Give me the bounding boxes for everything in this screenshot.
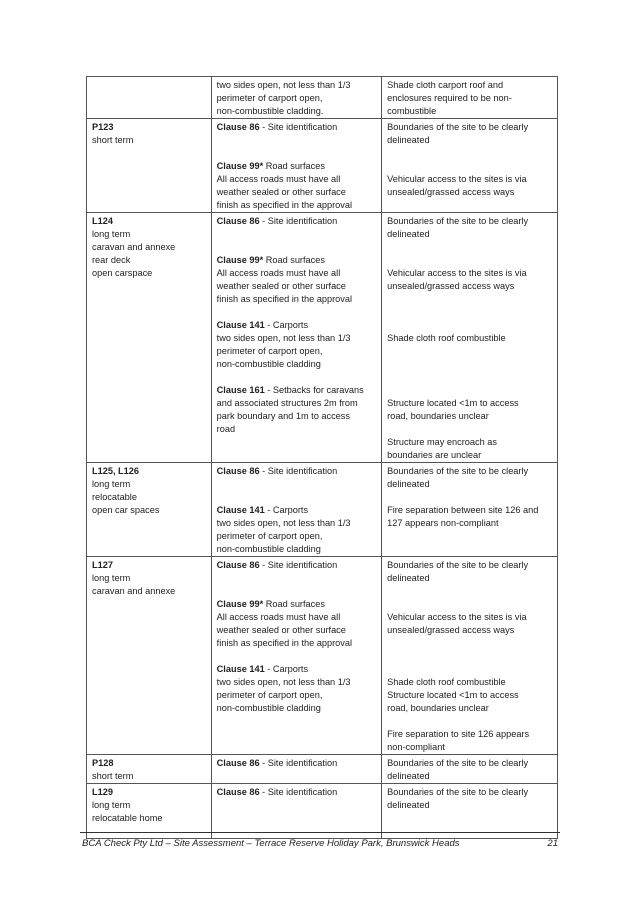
cell-text-line: open car spaces — [92, 505, 160, 515]
table-row — [87, 755, 558, 784]
cell-text-line: Shade cloth roof combustible — [387, 333, 506, 343]
cell-text-line: Vehicular access to the sites is via — [387, 612, 527, 622]
cell-text-line — [217, 306, 376, 319]
cell-text-line: Boundaries of the site to be clearly — [387, 787, 529, 797]
cell-text-line: All access roads must have all — [216, 612, 341, 622]
site-id: L124 — [92, 216, 113, 226]
cell-text-line — [217, 572, 376, 585]
site-id: P128 — [92, 758, 114, 768]
clause-title: - Carports — [264, 320, 309, 330]
cell-text-line: weather sealed or other surface — [216, 187, 346, 197]
cell-text-line — [387, 663, 552, 676]
cell-text-line: combustible — [387, 106, 437, 116]
table-row — [87, 213, 558, 463]
cell-text-line: unsealed/grassed access ways — [387, 281, 515, 291]
cell-text-line: Boundaries of the site to be clearly — [387, 122, 529, 132]
cell-text-line: Boundaries of the site to be clearly — [387, 466, 529, 476]
cell-text-line: non-compliant — [387, 742, 445, 752]
clause-cell — [211, 463, 381, 557]
table-row — [87, 557, 558, 755]
clause-title: - Site identification — [259, 758, 338, 768]
cell-text-line: unsealed/grassed access ways — [387, 625, 515, 635]
cell-text-line: road, boundaries unclear — [387, 411, 489, 421]
cell-text-line: unsealed/grassed access ways — [387, 187, 515, 197]
table-row — [87, 784, 558, 839]
finding-cell — [382, 784, 558, 839]
cell-text-line: non-combustible cladding — [216, 359, 321, 369]
cell-text-line: finish as specified in the approval — [216, 638, 353, 648]
cell-text-line: perimeter of carport open, — [216, 346, 323, 356]
cell-text-line: perimeter of carport open, — [216, 93, 323, 103]
clause-title: - Site identification — [259, 560, 338, 570]
cell-text-line: Boundaries of the site to be clearly — [387, 758, 529, 768]
cell-text-line: perimeter of carport open, — [216, 690, 323, 700]
cell-text-line — [387, 306, 552, 319]
cell-text-line — [217, 134, 376, 147]
cell-text-line: finish as specified in the approval — [216, 200, 353, 210]
clause-cell — [211, 213, 381, 463]
clause-title: - Carports — [264, 664, 309, 674]
clause-heading — [217, 559, 376, 572]
cell-text-line: and associated structures 2m from — [216, 398, 358, 408]
cell-text-line — [387, 491, 552, 504]
cell-text-line: All access roads must have all — [216, 174, 341, 184]
cell-text-line: Boundaries of the site to be clearly — [387, 560, 529, 570]
cell-text-line: two sides open, not less than 1/3 — [216, 333, 351, 343]
cell-text-line — [387, 241, 552, 254]
cell-text-line — [387, 254, 552, 267]
clause-heading — [217, 504, 376, 517]
clause-title: Road surfaces — [263, 255, 325, 265]
cell-text-line — [387, 585, 552, 598]
clause-cell — [211, 755, 381, 784]
site-id: L129 — [92, 787, 113, 797]
clause-number: Clause 86 — [216, 466, 260, 476]
table-row — [87, 119, 558, 213]
finding-cell — [382, 463, 558, 557]
clause-number: Clause 86 — [216, 787, 260, 797]
clause-title: - Site identification — [259, 466, 338, 476]
cell-text-line: delineated — [387, 479, 430, 489]
clause-title: - Site identification — [259, 216, 338, 226]
cell-text-line — [387, 358, 552, 371]
cell-text-line: 127 appears non-compliant — [387, 518, 499, 528]
cell-text-line — [387, 293, 552, 306]
clause-number: Clause 86 — [216, 560, 260, 570]
cell-text-line — [217, 491, 376, 504]
cell-text-line: long term — [92, 800, 131, 810]
clause-heading — [217, 215, 376, 228]
cell-text-line: open carspace — [92, 268, 153, 278]
cell-text-line: Structure located <1m to access — [387, 690, 519, 700]
clause-cell — [211, 784, 381, 839]
cell-text-line: non-combustible cladding. — [216, 106, 324, 116]
finding-cell — [382, 77, 558, 119]
cell-text-line: short term — [92, 135, 134, 145]
cell-text-line — [387, 423, 552, 436]
cell-text-line: caravan and annexe — [92, 242, 176, 252]
cell-text-line: road, boundaries unclear — [387, 703, 489, 713]
cell-text-line: Structure located <1m to access — [387, 398, 519, 408]
cell-text-line — [387, 319, 552, 332]
cell-text-line: boundaries are unclear — [387, 450, 482, 460]
cell-text-line: long term — [92, 479, 131, 489]
clause-number: Clause 99* — [216, 599, 264, 609]
page-number: 21 — [547, 838, 558, 849]
cell-text-line: delineated — [387, 800, 430, 810]
cell-text-line — [217, 650, 376, 663]
clause-heading — [217, 663, 376, 676]
cell-text-line: two sides open, not less than 1/3 — [216, 518, 351, 528]
site-cell — [87, 119, 212, 213]
cell-text-line: delineated — [387, 771, 430, 781]
clause-heading — [217, 598, 376, 611]
cell-text-line: two sides open, not less than 1/3 — [216, 677, 351, 687]
clause-number: Clause 86 — [216, 216, 260, 226]
cell-text-line: park boundary and 1m to access — [216, 411, 350, 421]
cell-text-line: enclosures required to be non- — [387, 93, 512, 103]
clause-heading — [217, 160, 376, 173]
clause-number: Clause 141 — [216, 505, 265, 515]
clause-number: Clause 141 — [216, 320, 265, 330]
cell-text-line — [387, 384, 552, 397]
footer-divider — [80, 832, 560, 833]
cell-text-line: Vehicular access to the sites is via — [387, 268, 527, 278]
clause-number: Clause 141 — [216, 664, 265, 674]
table-row — [87, 77, 558, 119]
site-cell — [87, 755, 212, 784]
clause-title: - Site identification — [259, 787, 338, 797]
finding-cell — [382, 213, 558, 463]
cell-text-line: relocatable home — [92, 813, 163, 823]
cell-text-line — [387, 371, 552, 384]
clause-heading — [217, 465, 376, 478]
footer-text: BCA Check Pty Ltd – Site Assessment – Terrace Reserve Holiday Park, Brunswick Heads — [82, 838, 460, 849]
clause-number: Clause 161 — [216, 385, 265, 395]
cell-text-line: weather sealed or other surface — [216, 625, 346, 635]
site-cell — [87, 77, 212, 119]
cell-text-line: Fire separation to site 126 appears — [387, 729, 530, 739]
clause-heading — [217, 319, 376, 332]
clause-heading — [217, 254, 376, 267]
clause-number: Clause 86 — [216, 122, 260, 132]
cell-text-line: Shade cloth carport roof and — [387, 80, 504, 90]
clause-number: Clause 99* — [216, 161, 264, 171]
cell-text-line: delineated — [387, 135, 430, 145]
clause-number: Clause 99* — [216, 255, 264, 265]
finding-cell — [382, 119, 558, 213]
cell-text-line: relocatable — [92, 492, 137, 502]
cell-text-line: long term — [92, 229, 131, 239]
cell-text-line — [387, 650, 552, 663]
cell-text-line: non-combustible cladding — [216, 703, 321, 713]
cell-text-line: road — [216, 424, 236, 434]
clause-title: Road surfaces — [263, 161, 325, 171]
clause-title: - Carports — [264, 505, 309, 515]
table-row — [87, 463, 558, 557]
cell-text-line — [387, 637, 552, 650]
cell-text-line: weather sealed or other surface — [216, 281, 346, 291]
finding-cell — [382, 755, 558, 784]
cell-text-line: Shade cloth roof combustible — [387, 677, 506, 687]
clause-title: - Site identification — [259, 122, 338, 132]
cell-text-line: All access roads must have all — [216, 268, 341, 278]
clause-title: - Setbacks for caravans — [264, 385, 364, 395]
cell-text-line — [387, 147, 552, 160]
cell-text-line — [217, 478, 376, 491]
cell-text-line — [387, 715, 552, 728]
cell-text-line: short term — [92, 771, 134, 781]
cell-text-line: Boundaries of the site to be clearly — [387, 216, 529, 226]
cell-text-line: long term — [92, 573, 131, 583]
cell-text-line: delineated — [387, 573, 430, 583]
page-footer — [82, 838, 558, 849]
site-cell — [87, 463, 212, 557]
assessment-table — [86, 76, 558, 839]
clause-heading — [217, 757, 376, 770]
clause-cell — [211, 557, 381, 755]
finding-cell — [382, 557, 558, 755]
site-cell — [87, 557, 212, 755]
clause-cell — [211, 119, 381, 213]
clause-heading — [217, 121, 376, 134]
clause-heading — [217, 384, 376, 397]
clause-title: Road surfaces — [263, 599, 325, 609]
cell-text-line: two sides open, not less than 1/3 — [216, 80, 351, 90]
clause-heading — [217, 786, 376, 799]
cell-text-line — [387, 598, 552, 611]
cell-text-line — [217, 371, 376, 384]
cell-text-line: Vehicular access to the sites is via — [387, 174, 527, 184]
cell-text-line: finish as specified in the approval — [216, 294, 353, 304]
clause-cell — [211, 77, 381, 119]
cell-text-line — [217, 147, 376, 160]
cell-text-line: Structure may encroach as — [387, 437, 497, 447]
cell-text-line — [217, 241, 376, 254]
site-id: L127 — [92, 560, 113, 570]
cell-text-line: Fire separation between site 126 and — [387, 505, 539, 515]
cell-text-line: non-combustible cladding — [216, 544, 321, 554]
site-cell — [87, 213, 212, 463]
cell-text-line — [387, 345, 552, 358]
cell-text-line — [387, 160, 552, 173]
cell-text-line: caravan and annexe — [92, 586, 176, 596]
cell-text-line — [217, 228, 376, 241]
site-id: P123 — [92, 122, 114, 132]
clause-number: Clause 86 — [216, 758, 260, 768]
cell-text-line — [217, 585, 376, 598]
cell-text-line: rear deck — [92, 255, 131, 265]
site-id: L125, L126 — [92, 466, 139, 476]
site-cell — [87, 784, 212, 839]
cell-text-line: delineated — [387, 229, 430, 239]
cell-text-line: perimeter of carport open, — [216, 531, 323, 541]
